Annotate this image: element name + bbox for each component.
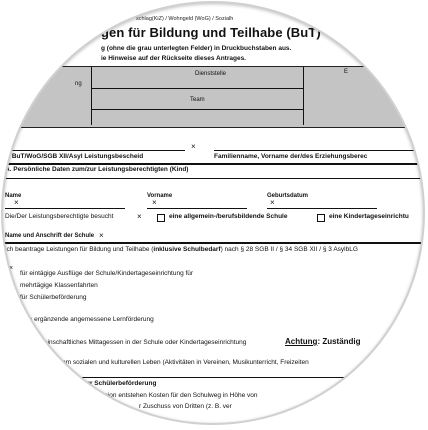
office-divider-right [303, 67, 304, 125]
bescheid-label: ız BuT/WoG/SGB XII/Asyl Leistungsbescheid [5, 153, 144, 160]
item-1-line-1: für eintägige Ausflüge der Schule/Kindertageseinrichtung für [20, 270, 194, 277]
geburtsdatum-field-line[interactable] [267, 208, 377, 209]
office-left-label: ng [75, 81, 82, 87]
team-label: Team [190, 97, 205, 103]
office-row-rule-1 [92, 88, 303, 89]
geburtsdatum-x-mark: × [270, 198, 275, 207]
instruction-line-2: ie Hinweise auf der Rückseite dieses Antrages. [101, 55, 246, 62]
form-title: gen für Bildung und Teilhabe (BuT) [101, 25, 321, 40]
familienname-label: Familienname, Vorname der/des Erziehungsberec [214, 153, 368, 160]
section-a-title: A. Persönliche Daten zum/zur Leistungsberechtigten (Kind) [5, 166, 189, 173]
name-x-mark: × [14, 198, 19, 207]
item-2-label: eine ergänzende angemessene Lernförderung [20, 316, 154, 323]
item-1-x-mark: × [9, 265, 14, 272]
item-4-label: am sozialen und kulturellen Leben (Aktivitäten in Vereinen, Musikunterricht, Freizeiten [62, 359, 309, 366]
item-1-line-2: mehrtägige Klassenfahrten [20, 282, 98, 289]
geburtsdatum-label: Geburtsdatum [267, 193, 309, 199]
section-a-end-rule [5, 242, 423, 244]
instruction-line-1: g (ohne die grau unterlegten Felder) in Druckbuchstaben aus. [101, 45, 292, 52]
item-1-line-3: für Schülerbeförderung [20, 294, 87, 301]
school-prefix-text: Die/Der Leistungsberechtigte besucht [5, 213, 114, 220]
form-document [3, 3, 423, 423]
name-label: Name [5, 193, 22, 199]
familienname-field-line[interactable] [214, 150, 423, 151]
school-option-label-2: eine Kindertageseinrichtu [329, 213, 409, 220]
benefits-intro [5, 247, 358, 254]
achtung-suffix: : Zuständig [317, 337, 361, 346]
section-a-top-rule [5, 163, 423, 165]
item-3-achtung [285, 338, 361, 346]
school-option-checkbox-1[interactable] [157, 214, 165, 222]
name-field-line[interactable] [5, 208, 125, 209]
item-3-label: einschaftliches Mittagessen in der Schule oder Kindertageseinrichtung [44, 339, 247, 346]
magnifier-lens [3, 3, 423, 423]
school-option-checkbox-2[interactable] [317, 214, 325, 222]
vorname-x-mark: × [152, 198, 157, 207]
section-a-bottom-rule [5, 178, 423, 179]
school-option-label-1: eine allgemein-/berufsbildende Schule [169, 213, 288, 220]
vorname-label: Vorname [147, 193, 173, 199]
office-divider-left [91, 67, 92, 125]
bescheid-x-mark: × [191, 142, 196, 151]
benefits-intro-bold: inklusive Schulbedarf [153, 246, 221, 253]
transport-line-2: r Zuschuss von Dritten (z. B. ver [139, 403, 232, 410]
office-right-label: E [344, 69, 349, 75]
bescheid-field-line[interactable] [5, 150, 185, 151]
vorname-field-line[interactable] [147, 208, 247, 209]
transport-line-1: nsion entstehen Kosten für den Schulweg in Höhe von [101, 392, 258, 399]
school-name-x-mark: × [99, 231, 104, 240]
benefits-intro-prefix: ich beantrage Leistungen für Bildung und Teilhabe ( [5, 246, 154, 253]
benefits-intro-suffix: ) nach § 28 SGB II / § 34 SGB XII / § 3 AsylbLG [220, 246, 358, 253]
school-name-label: Name und Anschrift der Schule [5, 233, 95, 239]
school-prefix-x-mark: × [137, 212, 142, 221]
office-row-rule-2 [92, 109, 303, 110]
header-top-line: schlag(KiZ) / Wohngeld (WoG) / Sozialh [136, 16, 234, 22]
dienststelle-label: Dienststelle [195, 71, 227, 77]
achtung-word: Achtung [285, 337, 318, 346]
transport-top-rule [39, 377, 423, 378]
transport-title: ur Schülerbeförderung [86, 380, 157, 387]
